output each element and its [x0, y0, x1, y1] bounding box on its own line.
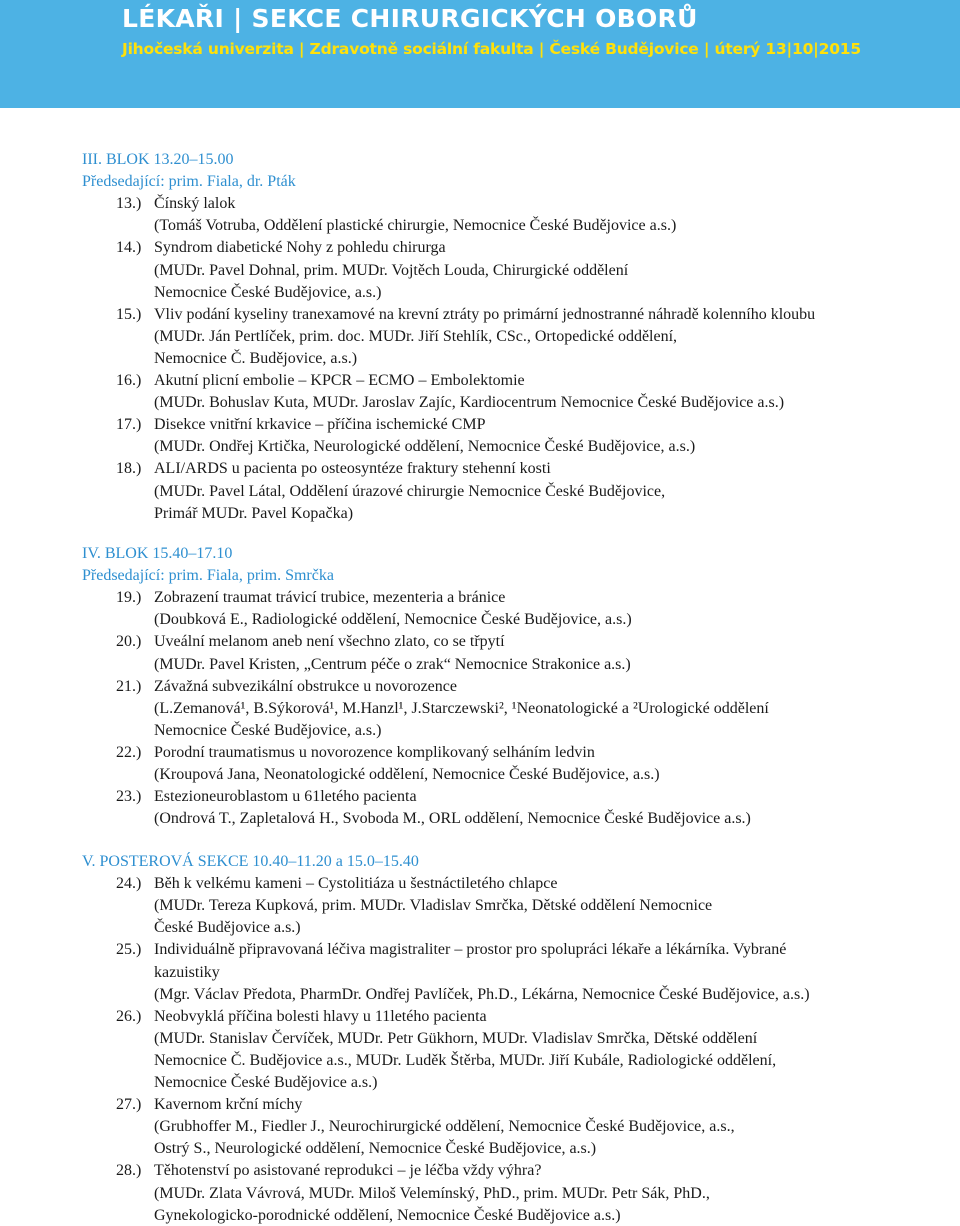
item-authors: (MUDr. Pavel Látal, Oddělení úrazové chirurgie Nemocnice České Budějovice, — [154, 482, 666, 500]
item-title: Individuálně připravovaná léčiva magistraliter – prostor pro spolupráci lékaře a lékárníka. Vybrané — [154, 941, 787, 959]
item-authors: (Mgr. Václav Předota, PharmDr. Ondřej Pavlíček, Ph.D., Lékárna, Nemocnice České Budějovice, a.s.) — [154, 985, 810, 1003]
item-authors: České Budějovice a.s.) — [154, 919, 301, 937]
item-authors: (Doubková E., Radiologické oddělení, Nemocnice České Budějovice, a.s.) — [154, 611, 632, 629]
item-authors: Nemocnice České Budějovice, a.s.) — [154, 721, 382, 739]
item-authors: (Grubhoffer M., Fiedler J., Neurochirurgické oddělení, Nemocnice České Budějovice, a.s., — [154, 1118, 735, 1136]
item-number: 23.) — [116, 788, 142, 806]
item-authors: (Kroupová Jana, Neonatologické oddělení, Nemocnice České Budějovice, a.s.) — [154, 766, 660, 783]
block-heading: V. POSTEROVÁ SEKCE 10.40–11.20 a 15.0–15.40 — [82, 853, 419, 870]
item-title: Čínský lalok — [154, 195, 236, 213]
item-title: Těhotenství po asistované reprodukci – je léčba vždy výhra? — [154, 1162, 542, 1180]
block-chair: Předsedající: prim. Fiala, prim. Smrčka — [82, 567, 334, 585]
item-authors: (MUDr. Ján Pertlíček, prim. doc. MUDr. Jiří Stehlík, CSc., Ortopedické oddělení, — [154, 327, 678, 345]
item-number: 20.) — [116, 633, 142, 651]
item-authors: kazuistiky — [154, 963, 220, 981]
item-number: 19.) — [116, 589, 142, 607]
item-number: 24.) — [116, 875, 142, 893]
item-authors: Nemocnice Č. Budějovice a.s., MUDr. Luděk Štěrba, MUDr. Jiří Kubále, Radiologické oddělení, — [154, 1051, 777, 1069]
item-number: 22.) — [116, 743, 142, 761]
item-number: 28.) — [116, 1162, 142, 1180]
item-authors: Gynekologicko-porodnické oddělení, Nemocnice České Budějovice a.s.) — [154, 1206, 621, 1224]
page-title: LÉKAŘI | SEKCE CHIRURGICKÝCH OBORŮ — [122, 4, 698, 33]
item-title: Porodní traumatismus u novorozence komplikovaný selháním ledvin — [154, 743, 595, 761]
item-title: Neobvyklá příčina bolesti hlavy u 11letého pacienta — [154, 1007, 487, 1025]
item-authors: Ostrý S., Neurologické oddělení, Nemocnice České Budějovice, a.s.) — [154, 1140, 597, 1158]
item-title: Estezioneuroblastom u 61letého pacienta — [154, 788, 417, 806]
item-authors: Nemocnice Č. Budějovice, a.s.) — [154, 349, 358, 367]
item-authors: (Tomáš Votruba, Oddělení plastické chirurgie, Nemocnice České Budějovice a.s.) — [154, 217, 677, 235]
item-number: 18.) — [116, 460, 142, 478]
item-title: Akutní plicní embolie – KPCR – ECMO – Embolektomie — [154, 372, 525, 389]
item-authors: (MUDr. Bohuslav Kuta, MUDr. Jaroslav Zajíc, Kardiocentrum Nemocnice České Budějovice a.s.) — [154, 394, 785, 412]
item-number: 13.) — [116, 195, 142, 213]
item-number: 17.) — [116, 416, 142, 434]
item-authors: Nemocnice České Budějovice a.s.) — [154, 1074, 378, 1091]
item-title: Zobrazení traumat trávicí trubice, mezenteria a bránice — [154, 589, 506, 607]
item-authors: (MUDr. Pavel Dohnal, prim. MUDr. Vojtěch Louda, Chirurgické oddělení — [154, 261, 629, 279]
item-authors: (MUDr. Pavel Kristen, „Centrum péče o zrak“ Nemocnice Strakonice a.s.) — [154, 655, 631, 673]
item-number: 14.) — [116, 239, 142, 257]
item-number: 21.) — [116, 677, 142, 695]
item-title: Závažná subvezikální obstrukce u novorozence — [154, 677, 457, 695]
item-authors: (MUDr. Tereza Kupková, prim. MUDr. Vladislav Smrčka, Dětské oddělení Nemocnice — [154, 897, 713, 915]
block-heading: IV. BLOK 15.40–17.10 — [82, 545, 233, 562]
item-number: 16.) — [116, 372, 142, 389]
item-number: 15.) — [116, 305, 142, 323]
item-title: Uveální melanom aneb není všechno zlato, co se třpytí — [154, 633, 505, 651]
item-title: Disekce vnitřní krkavice – příčina ischemické CMP — [154, 416, 486, 434]
item-number: 25.) — [116, 941, 142, 959]
item-authors: Nemocnice České Budějovice, a.s.) — [154, 283, 382, 301]
item-authors: (Ondrová T., Zapletalová H., Svoboda M., ORL oddělení, Nemocnice České Budějovice a.s.) — [154, 810, 751, 828]
item-authors: Primář MUDr. Pavel Kopačka) — [154, 504, 354, 522]
page-subtitle: Jihočeská univerzita | Zdravotně sociální fakulta | České Budějovice | úterý 13|10|2015 — [122, 40, 861, 58]
item-authors: (L.Zemanová¹, B.Sýkorová¹, M.Hanzl¹, J.Starczewski², ¹Neonatologické a ²Urologické oddělení — [154, 699, 769, 717]
item-authors: (MUDr. Stanislav Červíček, MUDr. Petr Gükhorn, MUDr. Vladislav Smrčka, Dětské oddělení — [154, 1029, 758, 1047]
item-title: Kavernom krční míchy — [154, 1096, 303, 1114]
item-title: ALI/ARDS u pacienta po osteosyntéze fraktury stehenní kosti — [154, 460, 551, 478]
item-number: 26.) — [116, 1007, 142, 1025]
block-heading: III. BLOK 13.20–15.00 — [82, 151, 234, 168]
header-banner — [0, 0, 960, 108]
item-authors: (MUDr. Zlata Vávrová, MUDr. Miloš Velemínský, PhD., prim. MUDr. Petr Sák, PhD., — [154, 1184, 710, 1202]
item-title: Vliv podání kyseliny tranexamové na krevní ztráty po primární jednostranné náhradě kolenního kloubu — [154, 305, 816, 323]
item-title: Syndrom diabetické Nohy z pohledu chirurga — [154, 239, 446, 257]
item-number: 27.) — [116, 1096, 142, 1114]
item-title: Běh k velkému kameni – Cystolitiáza u šestnáctiletého chlapce — [154, 875, 558, 893]
item-authors: (MUDr. Ondřej Krtička, Neurologické oddělení, Nemocnice České Budějovice, a.s.) — [154, 438, 696, 456]
block-chair: Předsedající: prim. Fiala, dr. Pták — [82, 173, 296, 191]
